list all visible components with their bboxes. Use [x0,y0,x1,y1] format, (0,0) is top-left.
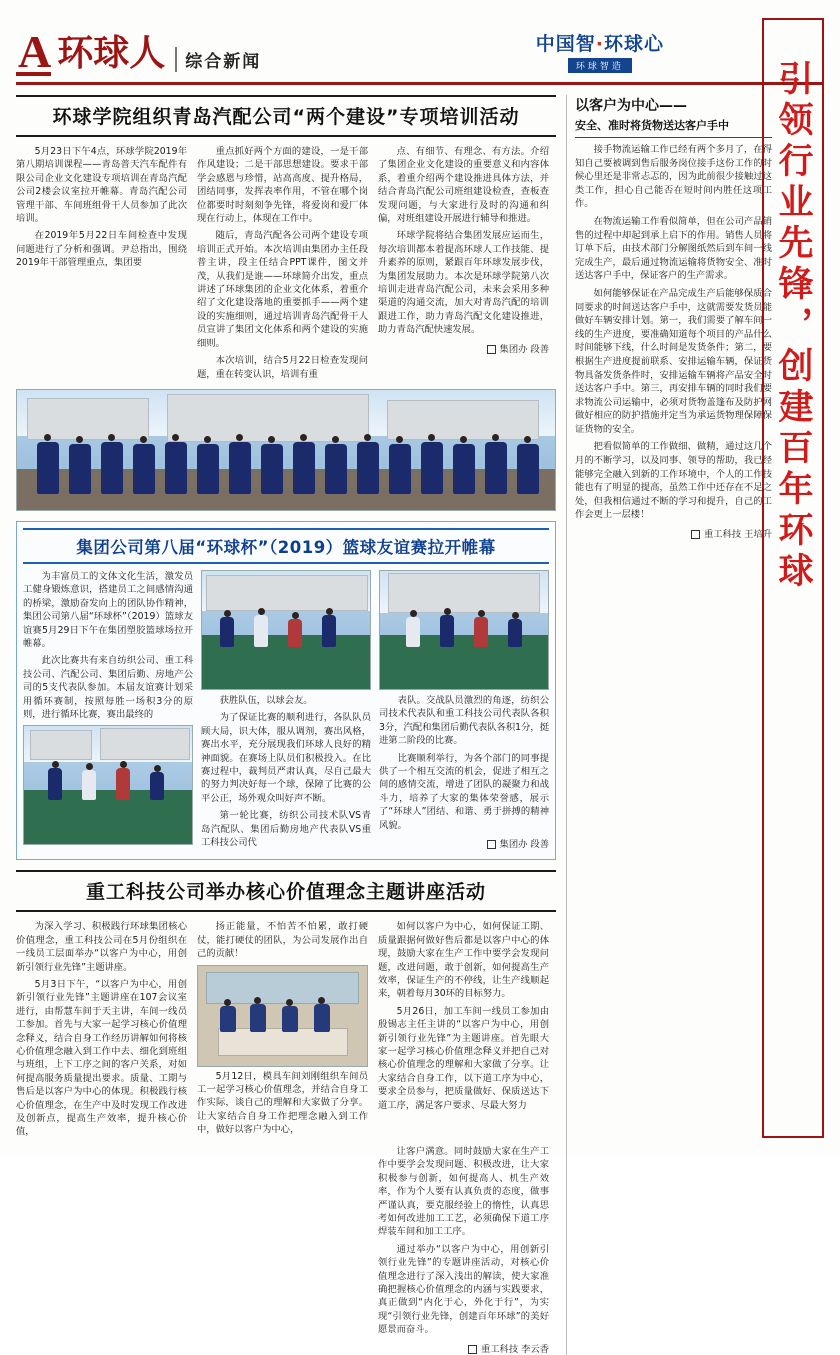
article-lecture-col-3 [378,920,549,1143]
vertical-banner-text: 引领行业先锋，创建百年环球 [773,60,813,593]
paragraph: 接手物流运输工作已经有两个多月了，在得知自己要被调到售后服务岗位接手这份工作的时候心里还是非常忐忑的，因为此前很少接触过这类工作，担心自己能否在短时间内胜任这项工作。 [575,144,772,210]
main-column [16,95,556,1355]
article-basketball-photo-3 [379,570,549,690]
article-basketball-byline [379,836,549,850]
article-basketball [16,521,556,860]
article-basketball-col-2 [201,570,371,853]
paragraph: 为丰富员工的文体文化生活，激发员工健身锻炼意识，搭建员工之间感情沟通的桥梁，激励奋发向上的团队协作精神，集团公司第八届“环球杯”（2019）篮球友谊赛5月29日下午在集团塑胶篮球场拉开帷幕。 [23,570,193,649]
byline-text: 重工科技 李云香 [480,1343,549,1355]
byline-square-icon [487,345,496,354]
brand-slogan [536,29,664,56]
byline-square-icon [468,1345,477,1354]
article-training-headline-box [16,95,556,137]
article-lecture-photo [197,965,368,1067]
paragraph: 5月12日，模具车间刘刚组织车间员工一起学习核心价值理念，并结合自身工作实际，谈自己的理解和大家做了分享。让大家结合自身工作把理念融入到工作中，做好以客户为中心， [197,1070,368,1136]
brand-slogan-part1: 中国智 [535,33,596,55]
paragraph: 为深入学习、积极践行环球集团核心价值理念，重工科技公司在5月份组织在一线员工层面举办“以客户为中心，用创新引领行业先锋”主题讲座。 [16,921,187,973]
article-basketball-col-3 [379,570,549,853]
paragraph: 随后，青岛汽配各公司两个建设专项培训正式开始。本次培训由集团办主任段普主讲，段主任结合PPT课件，图文并茂，从我们是谁——环球简介出发，重点讲述了环球集团的企业文化体系，着重介绍了文化建设落地的重要抓手——两个建设的实施细则，通过培训青岛汽配骨干人员宣讲了集团文化体系和两个建设的实施细则。 [197,230,368,349]
paragraph: 通过举办“以客户为中心，用创新引领行业先锋”的专题讲座活动，对核心价值理念进行了深入浅出的解读，使大家准确把握核心价值理念的内涵与实践要求，真正做到“内化于心，外化于行”，为实现“引领行业先锋，创建百年环球”的美好愿景而奋斗。 [378,1243,549,1336]
article-lecture-col-5 [378,1145,549,1355]
side-column-subtitle: 安全、准时将货物送达客户手中 [575,117,772,138]
content-area [16,95,772,1355]
article-training-col-2 [197,145,368,385]
paragraph: 5月3日下午，“以客户为中心，用创新引领行业先锋”主题讲座在107会议室进行，由帮慧车间于天主讲，车间一线员工参加。首先与大家一起学习核心价值理念释义，结合自身工作经历讲解如何将核心价值理念融入到工作中去、细化到班组与班组，上下工序之间的客户关系，对如何提高服务质量提出要求。质量、工期与售后是以客户为中心的体现。积极践行核心价值理念，在生产中及时发现工作改进及创新点，提高生产效率，提升核心价值， [16,979,187,1138]
logo [16,26,166,82]
brand-slogan-part2: 环球心 [603,33,664,55]
paragraph: 表队。交战队员激烈的角逐，纺织公司技术代表队和重工科技公司代表队各积3分，汽配和集团后勤代表队各积1分，挺进第二阶段的比赛。 [379,694,549,747]
article-basketball-photo-2 [201,570,371,690]
paragraph: 5月26日，加工车间一线员工参加由殷锡志主任主讲的“以客户为中心，用创新引领行业先锋”为主题讲座。首先眼大家一起学习核心价值理念释义并把自己对核心价值理念的理解和大家做了分享。让大家结合自身工作，以下道工序为中心，要求全员参与，把质量做好、保质送达下道工序，满足客户要求、尽最大努力 [378,1005,549,1111]
paragraph: 比赛顺利举行，为各个部门的同事提供了一个相互交流的机会，促进了相互之间的感情交流，增进了团队的凝聚力和战斗力，培养了大家的集体荣誉感，展示了“环球人”团结、和谐、勇于拼搏的精神风貌。 [379,752,549,831]
brand-slogan-dot: · [595,33,604,55]
article-lecture-byline [378,1341,549,1355]
paragraph: 第一轮比赛，纺织公司技术队VS青岛汽配队、集团后勤房地产代表队VS重工科技公司代 [201,810,371,848]
paragraph: 5月23日下午4点，环球学院2019年第八期培训课程——青岛普天汽车配件有限公司企业文化建设专项培训在青岛汽配公司2楼会议室拉开帷幕。青岛汽配公司管理干部、车间班组骨干人员参加了此次培训。 [16,146,187,225]
paragraph: 点、有细节、有理念、有方法。介绍了集团企业文化建设的重要意义和内容体系，着重介绍两个建设推进具体方法，并结合青岛汽配公司班组建设检查，查板查发现问题，与大家进行及时的沟通和纠偏，对班组建设开展进行辅导和推进。 [378,146,549,225]
paragraph: 在2019年5月22日车间检查中发现问题进行了分析和强调。尹总指出，围绕2019年干部管理重点，集团要 [16,230,187,269]
brand-mark [536,29,664,74]
article-training-byline [378,341,549,355]
paragraph: 此次比赛共有来自纺织公司、重工科技公司、汽配公司、集团后勤、房地产公司的5支代表队参加。本届友谊赛计划采用循环赛制，按照每胜一场积3分的原则，进行循环比赛，赛出最终的 [23,655,193,720]
article-training [16,95,556,511]
masthead [16,18,824,85]
logo-title: 环球人 [57,33,166,74]
byline-square-icon [487,840,496,849]
side-column [566,95,772,1355]
side-column-byline [575,526,772,540]
article-basketball-photo-1 [23,725,193,845]
logo-letter: A [18,26,50,77]
brand-sub-label: 环球智造 [568,58,632,73]
paragraph: 把看似简单的工作做细、做精，通过这几个月的不断学习，以及同事、领导的帮助，我已经能够完全融入到新的工作环境中，个人的工作技能也有了明显的提高，虽然工作中还存在不足之处，但我相信通过不断的学习和提升，自己的工作会更上一层楼！ [575,441,772,521]
article-training-headline: 环球学院组织青岛汽配公司“两个建设”专项培训活动 [52,106,520,128]
byline-text: 集团办 段善 [499,343,549,355]
side-column-title: 以客户为中心—— [575,98,687,114]
article-training-photo [16,389,556,511]
paragraph: 获胜队伍，以球会友。 [219,694,313,706]
article-lecture [16,870,556,1354]
paragraph: 本次培训，结合5月22日检查发现问题，重在转变认识，培训有重 [197,355,368,380]
article-training-col-1 [16,145,187,385]
article-lecture-headline-box [16,870,556,912]
article-lecture-col-1 [16,920,187,1143]
byline-square-icon [691,530,700,539]
byline-text: 集团办 段善 [499,838,549,850]
paragraph: 环球学院将结合集团发展应运而生，每次培训都本着提高环球人工作技能、提升素养的原则，紧跟百年环球发展步伐，为集团发展助力。本次是环球学院第八次培训走进青岛汽配公司，未来会采用多种渠道的沟通交流，加大对青岛汽配的培训跟进工作，助力青岛汽配文化建设推进，助力青岛汽配快速发展。 [378,230,549,336]
article-training-col-3 [378,145,549,385]
section-label: 综合新闻 [175,47,261,72]
paragraph: 如何以客户为中心，如何保证工期、质量跟据何做好售后都是以客户中心的体现，鼓励大家在生产工作中要学会发现问题，改进问题，敢于创新，如何提高生产效率，保证生产的不停线，让生产线顺起来，朝着每月30环的目标努力。 [378,921,549,1000]
paragraph: 为了保证比赛的顺利进行，各队队员顾大局，识大体，服从调剂，赛出风格，赛出水平，充分展现我们环球人良好的精神面貌。在赛场上队员们积极投入。在比赛过程中，裁判员严肃认真，尽自己最大的努力判决好每一个球，保障了比赛的公平公正，场外观众叫好声不断。 [201,712,371,804]
paragraph: 在物流运输工作看似简单，但在公司产品销售的过程中却起到承上启下的作用。销售人员将订单下后，由技术部门分解图纸然后到车间一线完成生产，最后通过物流运输将货物安全、准时送达客户手中，保证客户的生产需求。 [575,215,772,282]
paragraph: 扬正能量，不怕苦不怕累，敢打硬仗，能打硬仗的团队，为公司发展作出自己的贡献！ [197,921,368,960]
byline-text: 重工科技 王培升 [703,529,772,541]
article-basketball-col-1 [23,570,193,853]
paragraph: 让客户满意。同时鼓励大家在生产工作中要学会发现问题、积极改进，让大家积极参与创新，如何提高人、机生产效率，作为个人要有认真负责的态度，做事严谨认真，要克服经验上的惰性，认真思考如何改进加工工艺，必须确保下道工序焊装车间和加工工序。 [378,1145,549,1238]
article-lecture-col-4 [16,1145,368,1355]
article-lecture-col-2 [197,920,368,1143]
paragraph: 重点抓好两个方面的建设，一是干部作风建设；二是干部思想建设。要求干部学会感恩与珍惜，站高高度、提升格局，团结同事，发挥表率作用，不管在哪个岗位都要时时刻刻争先锋，将爱岗和爱厂体现在行动上，体现在工作中。 [197,146,368,225]
article-lecture-headline: 重工科技公司举办核心价值理念主题讲座活动 [85,881,486,904]
paragraph: 如何能够保证在产品完成生产后能够保质合同要求的时间送达客户手中，这就需要发货员能做好车辆安排计划。第一，我们需要了解车间一线的生产进度，要准确知道每个项目的产品什么时间能够下线，什么时间是发货条件；第二，要根据生产进度提前联系、安排运输车辆，保证货物具备发货条件时，安排运输车辆将产品安全时送达客户手中。第三，再安排车辆的同时我们要求物流公司运输中，必须对货物盖篷布及防护网做好相应的防护措施并定当为承运货物理保障保证货物的安全。 [575,287,772,435]
article-basketball-headline: 集团公司第八届“环球杯”（2019）篮球友谊赛拉开帷幕 [23,528,549,564]
